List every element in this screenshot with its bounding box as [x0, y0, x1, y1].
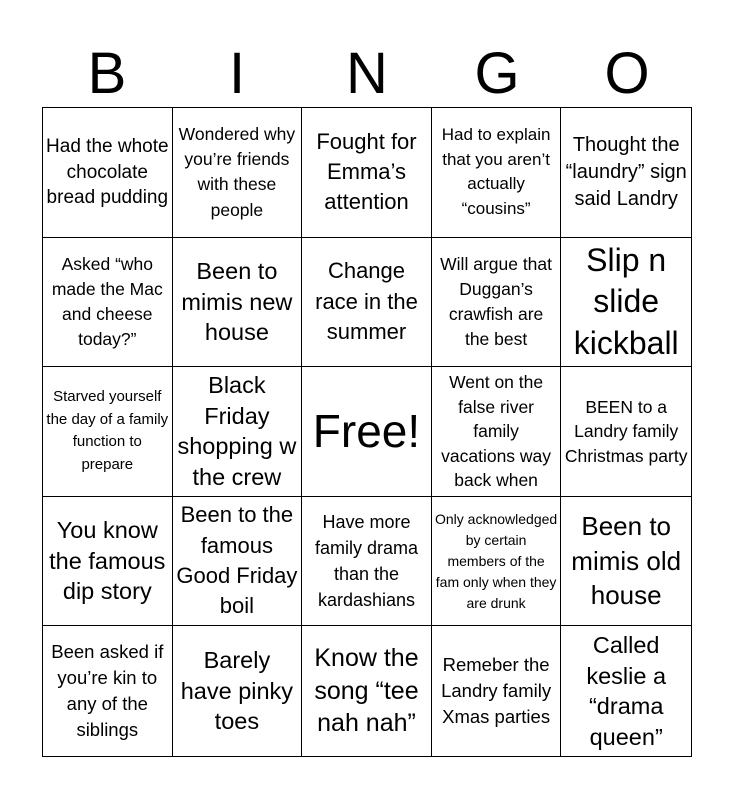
cell-text: Fought for Emma’s attention: [316, 128, 417, 215]
cell-text: Slip n slide kickball: [573, 241, 679, 361]
cell-text: Have more family drama than the kardashians: [314, 511, 418, 611]
bingo-cell[interactable]: [432, 108, 562, 238]
bingo-cell[interactable]: [561, 497, 691, 627]
cell-text: Wondered why you’re friends with these people: [178, 123, 296, 220]
header-letter-b: B: [87, 41, 127, 106]
cell-text: Had the whote chocolate bread pudding: [46, 136, 169, 208]
cell-text: Know the song “tee nah nah”: [314, 644, 419, 738]
cell-text: Had to explain that you aren’t actually “cousins”: [441, 125, 551, 218]
bingo-cell[interactable]: [173, 626, 303, 756]
bingo-cell[interactable]: [561, 108, 691, 238]
cell-text: Been to mimis old house: [571, 511, 682, 611]
bingo-cell[interactable]: [173, 367, 303, 497]
bingo-cell[interactable]: [302, 108, 432, 238]
bingo-cell[interactable]: [43, 626, 173, 756]
cell-text: Been asked if you’re kin to any of the siblings: [51, 640, 164, 741]
header-letter-g: G: [474, 41, 520, 106]
bingo-cell[interactable]: [432, 497, 562, 627]
cell-text: Barely have pinky toes: [180, 647, 294, 735]
cell-text: BEEN to a Landry family Christmas party: [564, 396, 688, 466]
bingo-cell[interactable]: [432, 238, 562, 368]
bingo-cell[interactable]: [561, 367, 691, 497]
bingo-cell[interactable]: [43, 497, 173, 627]
bingo-cell[interactable]: [302, 367, 432, 497]
bingo-cell[interactable]: [173, 108, 303, 238]
cell-text: Remeber the Landry family Xmas parties: [441, 653, 552, 728]
bingo-cell[interactable]: [432, 626, 562, 756]
cell-text: Starved yourself the day of a family function to prepare: [46, 388, 169, 473]
cell-text: Been to the famous Good Friday boil: [176, 502, 298, 619]
header-letter-o: O: [604, 41, 650, 106]
cell-text: Thought the “laundry” sign said Landry: [565, 134, 687, 210]
bingo-cell[interactable]: [302, 626, 432, 756]
header-letter-i: I: [228, 41, 246, 106]
bingo-cell[interactable]: [302, 238, 432, 368]
bingo-cell[interactable]: [43, 238, 173, 368]
bingo-cell[interactable]: [302, 497, 432, 627]
free-space: Free!: [312, 405, 421, 458]
cell-text: Asked “who made the Mac and cheese today?”: [51, 254, 163, 349]
cell-text: Been to mimis new house: [181, 258, 293, 346]
cell-text: Black Friday shopping w the crew: [177, 372, 297, 491]
bingo-cell[interactable]: [432, 367, 562, 497]
bingo-board: [42, 107, 692, 757]
bingo-cell[interactable]: [561, 626, 691, 756]
bingo-cell[interactable]: [43, 367, 173, 497]
cell-text: Called keslie a “drama queen”: [586, 632, 667, 750]
cell-text: Only acknowledged by certain members of the fam only when they are drunk: [435, 510, 558, 611]
bingo-cell[interactable]: [43, 108, 173, 238]
cell-text: Went on the false river family vacations way back when: [441, 372, 552, 491]
header-letter-n: N: [346, 41, 388, 106]
bingo-cell[interactable]: [173, 497, 303, 627]
cell-text: You know the famous dip story: [49, 517, 166, 605]
bingo-cell[interactable]: [173, 238, 303, 368]
bingo-header: [42, 38, 692, 110]
bingo-cell[interactable]: [561, 238, 691, 368]
cell-text: Will argue that Duggan’s crawfish are the best: [440, 254, 553, 349]
cell-text: Change race in the summer: [315, 258, 418, 345]
